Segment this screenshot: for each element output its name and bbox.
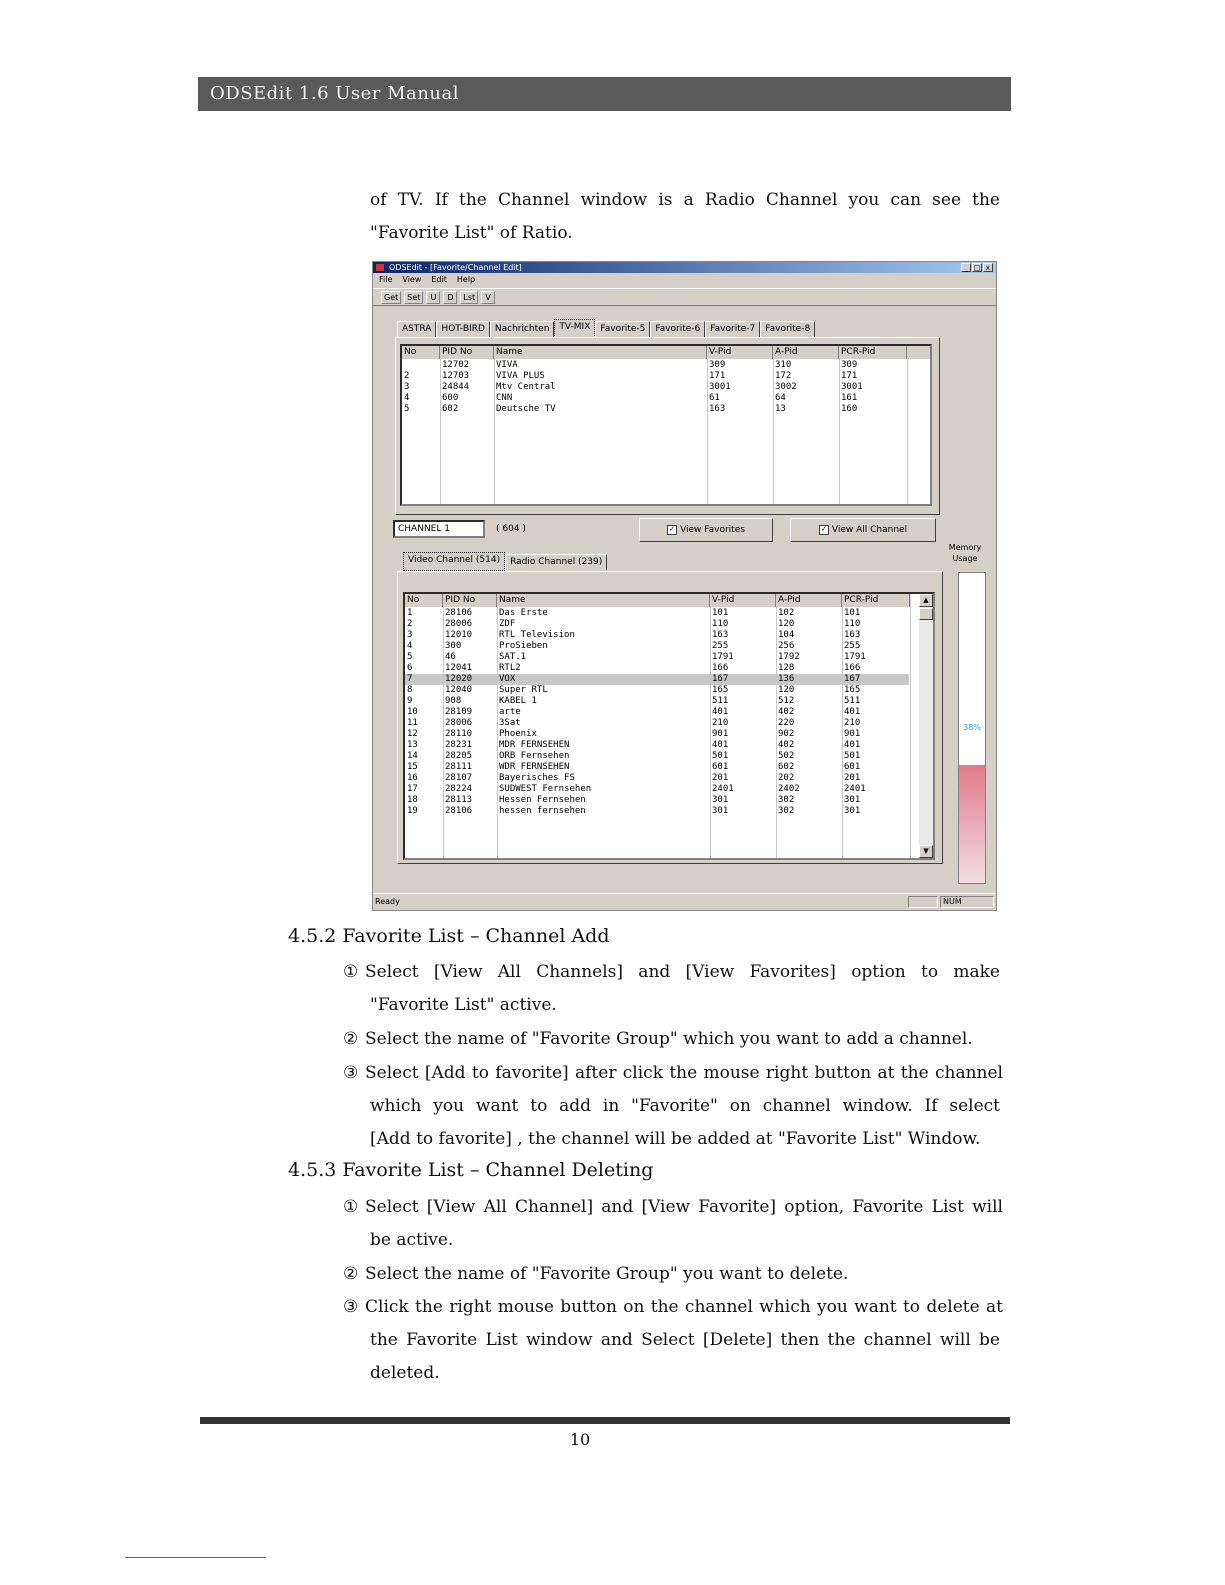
view-favorites-checkbox[interactable] (639, 518, 773, 542)
ch-cell: 120 (778, 619, 795, 629)
view-favorites-check-icon: ✓ (667, 525, 677, 535)
ch-cell: 3 (407, 630, 413, 640)
ch-row[interactable] (405, 751, 909, 762)
fav-cell: 2 (404, 371, 410, 381)
ch-cell: KABEL 1 (499, 696, 537, 706)
ch-row[interactable] (405, 806, 909, 817)
ch-cell: 8 (407, 685, 413, 695)
fav-cell: 161 (841, 393, 858, 403)
ch-cell: 28109 (445, 707, 473, 717)
memory-usage-label: Memory Usage (948, 543, 982, 563)
ch-cell: 17 (407, 784, 418, 794)
s452-item-3-num: ③ (343, 1063, 359, 1083)
fav-cell: Deutsche TV (496, 404, 556, 414)
ch-cell: 908 (445, 696, 462, 706)
ch-cell: 302 (778, 806, 795, 816)
ch-cell: 110 (712, 619, 729, 629)
ch-cell: ORB Fernsehen (499, 751, 570, 761)
fav-col-name[interactable]: Name (494, 346, 707, 359)
ch-cell: 401 (844, 707, 861, 717)
tab-video-channel[interactable]: Video Channel (514) (403, 552, 505, 571)
ch-cell: 501 (844, 751, 861, 761)
ch-cell: 255 (844, 641, 861, 651)
ch-cell: 128 (778, 663, 795, 673)
s453-item-2-line-1 (343, 1258, 1003, 1291)
ch-cell: 28106 (445, 608, 473, 618)
ch-cell: 401 (712, 707, 729, 717)
ch-cell: 15 (407, 762, 418, 772)
s453-item-3-line-2: the Favorite List window and Select [Delete] then the channel will be (370, 1330, 1000, 1350)
ch-row[interactable] (405, 718, 909, 729)
status-bar (373, 893, 996, 910)
ch-cell: Phoenix (499, 729, 537, 739)
fav-col-apid[interactable]: A-Pid (773, 346, 839, 359)
memory-usage-gauge (958, 572, 986, 884)
ch-cell: 301 (712, 795, 729, 805)
fav-cell: 171 (709, 371, 726, 381)
s452-item-2-line-1 (343, 1023, 1003, 1056)
ch-cell: 512 (778, 696, 795, 706)
ch-cell: 101 (844, 608, 861, 618)
bottom-link-line (125, 1557, 266, 1558)
ch-cell: 28107 (445, 773, 473, 783)
ch-cell: 210 (712, 718, 729, 728)
fav-row[interactable] (402, 393, 930, 404)
ch-row[interactable] (405, 630, 909, 641)
ch-cell: 12 (407, 729, 418, 739)
menu-help[interactable]: Help (456, 275, 476, 284)
ch-col-pid[interactable]: PID No (443, 594, 497, 607)
s452-item-3-text: Select [Add to favorite] after click the mouse right button at the channel (365, 1063, 1003, 1083)
ch-cell: 101 (712, 608, 729, 618)
fav-cell: VIVA (496, 360, 518, 370)
fav-row[interactable] (402, 382, 930, 393)
ch-cell: 502 (778, 751, 795, 761)
ch-cell: 46 (445, 652, 456, 662)
view-all-channel-check-icon: ✓ (819, 525, 829, 535)
fav-cell: Mtv Central (496, 382, 556, 392)
menu-view[interactable]: View (402, 275, 422, 284)
ch-cell: Hessen Fernsehen (499, 795, 586, 805)
ch-cell: Bayerisches FS (499, 773, 575, 783)
tab-favorite-tvmix[interactable]: TV-MIX (554, 319, 595, 338)
section-453-title: 4.5.3 Favorite List – Channel Deleting (288, 1159, 654, 1181)
s452-item-1-text: Select [View All Channels] and [View Favorites] option to make (365, 962, 1000, 982)
ch-cell: arte (499, 707, 521, 717)
ch-cell: ZDF (499, 619, 516, 629)
ch-cell: 28224 (445, 784, 473, 794)
toolbar-up-button[interactable]: U (426, 291, 440, 304)
ch-cell: 210 (844, 718, 861, 728)
fav-cell: 3001 (841, 382, 863, 392)
ch-cell: 167 (712, 674, 729, 684)
ch-cell: 28111 (445, 762, 473, 772)
fav-row[interactable] (402, 404, 930, 415)
footer-rule (200, 1417, 1010, 1424)
channel-list[interactable] (403, 592, 935, 860)
ch-cell: 202 (778, 773, 795, 783)
favorite-list[interactable] (400, 344, 932, 506)
fav-row[interactable] (402, 360, 930, 371)
fav-cell: VIVA PLUS (496, 371, 545, 381)
fav-cell: 163 (709, 404, 726, 414)
fav-cell: 602 (442, 404, 459, 414)
ch-row[interactable] (405, 740, 909, 751)
tab-favorite-7[interactable]: Favorite-7 (705, 321, 760, 337)
ch-cell: 11 (407, 718, 418, 728)
ch-cell: 1791 (712, 652, 734, 662)
tab-favorite-5[interactable]: Favorite-5 (595, 321, 650, 337)
status-panel-empty (908, 896, 938, 908)
ch-cell: 18 (407, 795, 418, 805)
favorite-list-header (402, 346, 930, 359)
ch-cell: ProSieben (499, 641, 548, 651)
ch-cell: 110 (844, 619, 861, 629)
fav-cell: 4 (404, 393, 410, 403)
ch-cell: 28106 (445, 806, 473, 816)
scroll-thumb[interactable] (919, 608, 933, 620)
ch-cell: RTL2 (499, 663, 521, 673)
ch-cell: 1791 (844, 652, 866, 662)
menu-file[interactable]: File (379, 275, 393, 284)
ch-cell: 120 (778, 685, 795, 695)
maximize-button[interactable]: □ (973, 264, 981, 272)
ch-cell: 19 (407, 806, 418, 816)
ch-cell: VOX (499, 674, 516, 684)
favorite-group-tabs (397, 321, 815, 337)
ch-cell: 16 (407, 773, 418, 783)
fav-cell: 160 (841, 404, 858, 414)
view-all-channel-label: View All Channel (831, 525, 908, 535)
ch-cell: 401 (712, 740, 729, 750)
ch-cell: 165 (712, 685, 729, 695)
ch-cell: 601 (712, 762, 729, 772)
manual-title: ODSEdit 1.6 User Manual (210, 83, 459, 104)
ch-cell: 256 (778, 641, 795, 651)
s453-item-1-line-1 (343, 1191, 1003, 1224)
ch-cell: 501 (712, 751, 729, 761)
ch-cell: 301 (712, 806, 729, 816)
ch-cell: 12041 (445, 663, 473, 673)
tab-favorite-astra[interactable]: ASTRA (397, 321, 436, 337)
fav-cell: 600 (442, 393, 459, 403)
ch-cell: 902 (778, 729, 795, 739)
ch-cell: 12040 (445, 685, 473, 695)
s453-item-3-text: Click the right mouse button on the channel which you want to delete at (365, 1297, 1003, 1317)
s452-item-1-num: ① (343, 962, 359, 982)
ch-cell: Das Erste (499, 608, 548, 618)
app-title: ODSEdit - [Favorite/Channel Edit] (389, 263, 522, 272)
s453-item-3-line-3: deleted. (370, 1363, 440, 1383)
tab-favorite-hotbird[interactable]: HOT-BIRD (436, 321, 489, 337)
ch-cell: 3Sat (499, 718, 521, 728)
ch-cell: RTL Television (499, 630, 575, 640)
ch-cell: MDR FERNSEHEN (499, 740, 570, 750)
s453-item-3-num: ③ (343, 1297, 359, 1317)
ch-cell: 14 (407, 751, 418, 761)
ch-cell: SAT.1 (499, 652, 527, 662)
ch-col-vpid[interactable]: V-Pid (710, 594, 776, 607)
view-favorites-label: View Favorites (680, 525, 745, 535)
fav-col-vpid[interactable]: V-Pid (707, 346, 773, 359)
app-window-screenshot (372, 261, 997, 911)
ch-cell: 901 (712, 729, 729, 739)
fav-cell: 310 (775, 360, 792, 370)
toolbar-get-button[interactable]: Get (381, 291, 401, 304)
fav-cell: 3 (404, 382, 410, 392)
ch-cell: 13 (407, 740, 418, 750)
fav-cell: 172 (775, 371, 792, 381)
ch-cell: 2402 (778, 784, 800, 794)
ch-col-apid[interactable]: A-Pid (776, 594, 842, 607)
memory-usage-percent: 38% (963, 723, 981, 732)
s452-item-3-line-3: [Add to favorite] , the channel will be added at "Favorite List" Window. (370, 1129, 981, 1149)
ch-cell: 163 (844, 630, 861, 640)
tab-favorite-8[interactable]: Favorite-8 (760, 321, 815, 337)
ch-cell: 402 (778, 707, 795, 717)
ch-row[interactable] (405, 619, 909, 630)
s452-item-1-line-2: "Favorite List" active. (370, 995, 557, 1015)
s453-item-2-num: ② (343, 1264, 359, 1284)
ch-cell: 12010 (445, 630, 473, 640)
fav-cell: 3002 (775, 382, 797, 392)
ch-cell: 166 (844, 663, 861, 673)
fav-cell: 309 (709, 360, 726, 370)
s453-item-3-line-1 (343, 1291, 1003, 1324)
toolbar (373, 288, 996, 306)
scroll-up-icon[interactable]: ▲ (919, 594, 933, 607)
ch-cell: 2401 (712, 784, 734, 794)
ch-cell: 104 (778, 630, 795, 640)
ch-row[interactable] (405, 641, 909, 652)
ch-cell: 220 (778, 718, 795, 728)
ch-cell: 511 (712, 696, 729, 706)
channel-list-header (405, 594, 909, 607)
toolbar-view-button[interactable]: V (481, 291, 495, 304)
ch-cell: 402 (778, 740, 795, 750)
ch-cell: 2401 (844, 784, 866, 794)
s453-item-1-line-2: be active. (370, 1230, 454, 1250)
channel-type-tabs (403, 554, 607, 570)
ch-cell: 165 (844, 685, 861, 695)
intro-line-2: "Favorite List" of Ratio. (370, 223, 573, 243)
toolbar-list-button[interactable]: Lst (460, 291, 478, 304)
status-text: Ready (375, 897, 400, 906)
s453-item-1-text: Select [View All Channel] and [View Favorite] option, Favorite List will (365, 1197, 1003, 1217)
ch-cell: 28006 (445, 619, 473, 629)
close-button[interactable]: x (983, 263, 993, 272)
menu-bar (373, 274, 997, 286)
ch-cell: 201 (844, 773, 861, 783)
app-title-bar (373, 262, 996, 273)
channel-selector[interactable]: CHANNEL 1 (393, 520, 485, 538)
ch-cell: 28110 (445, 729, 473, 739)
s452-item-2-text: Select the name of "Favorite Group" which you want to add a channel. (365, 1029, 973, 1049)
ch-row[interactable] (405, 685, 909, 696)
app-icon (376, 264, 384, 271)
intro-line-1: of TV. If the Channel window is a Radio Channel you can see the (370, 190, 1000, 210)
ch-cell: 901 (844, 729, 861, 739)
ch-cell: 1 (407, 608, 413, 618)
fav-cell: 61 (709, 393, 720, 403)
fav-row[interactable] (402, 371, 930, 382)
tab-favorite-6[interactable]: Favorite-6 (650, 321, 705, 337)
fav-col-pcrpid[interactable]: PCR-Pid (839, 346, 907, 359)
ch-cell: 166 (712, 663, 729, 673)
ch-row[interactable] (405, 762, 909, 773)
ch-cell: 5 (407, 652, 413, 662)
tab-radio-channel[interactable]: Radio Channel (239) (505, 554, 607, 570)
channel-count: ( 604 ) (496, 524, 526, 534)
ch-row[interactable] (405, 696, 909, 707)
ch-cell: 28231 (445, 740, 473, 750)
s452-item-3-line-1 (343, 1057, 1003, 1090)
fav-cell: 171 (841, 371, 858, 381)
minimize-button[interactable]: _ (961, 263, 971, 272)
ch-cell: 401 (844, 740, 861, 750)
ch-cell: 300 (445, 641, 462, 651)
ch-cell: 136 (778, 674, 795, 684)
tab-favorite-nachrichten[interactable]: Nachrichten (490, 321, 555, 337)
fav-cell: 5 (404, 404, 410, 414)
ch-row[interactable] (405, 608, 909, 619)
ch-cell: 10 (407, 707, 418, 717)
ch-cell: 12020 (445, 674, 473, 684)
ch-row[interactable] (405, 663, 909, 674)
fav-cell: 12702 (442, 360, 470, 370)
channel-list-scrollbar[interactable] (919, 594, 933, 858)
ch-row[interactable] (405, 729, 909, 740)
ch-row[interactable] (405, 674, 909, 685)
status-num: NUM (940, 896, 994, 908)
ch-cell: 301 (844, 795, 861, 805)
ch-cell: 28006 (445, 718, 473, 728)
ch-cell: 28113 (445, 795, 473, 805)
ch-cell: 511 (844, 696, 861, 706)
ch-cell: 6 (407, 663, 413, 673)
ch-col-name[interactable]: Name (497, 594, 710, 607)
fav-cell: 3001 (709, 382, 731, 392)
ch-cell: 7 (407, 674, 413, 684)
fav-col-pid[interactable]: PID No (440, 346, 494, 359)
ch-row[interactable] (405, 707, 909, 718)
manual-header-bar (198, 77, 1011, 111)
fav-cell: CNN (496, 393, 513, 403)
ch-cell: WDR FERNSEHEN (499, 762, 570, 772)
s452-item-1-line-1 (343, 956, 1000, 989)
fav-cell: 13 (775, 404, 786, 414)
fav-cell: 12703 (442, 371, 470, 381)
ch-cell: 163 (712, 630, 729, 640)
ch-cell: SÜDWEST Fernsehen (499, 784, 592, 794)
s452-item-3-line-2: which you want to add in "Favorite" on channel window. If select (370, 1096, 1000, 1116)
ch-cell: 1792 (778, 652, 800, 662)
ch-col-pcrpid[interactable]: PCR-Pid (842, 594, 910, 607)
fav-col-no[interactable]: No (402, 346, 440, 359)
s453-item-2-text: Select the name of "Favorite Group" you want to delete. (365, 1264, 849, 1284)
ch-cell: 28205 (445, 751, 473, 761)
scroll-down-icon[interactable]: ▼ (919, 845, 933, 858)
ch-cell: 2 (407, 619, 413, 629)
ch-cell: hessen fernsehen (499, 806, 586, 816)
ch-cell: 601 (844, 762, 861, 772)
ch-cell: 4 (407, 641, 413, 651)
ch-cell: 102 (778, 608, 795, 618)
ch-row[interactable] (405, 795, 909, 806)
ch-cell: 301 (844, 806, 861, 816)
ch-cell: 302 (778, 795, 795, 805)
fav-cell: 64 (775, 393, 786, 403)
ch-cell: Super RTL (499, 685, 548, 695)
section-452-title: 4.5.2 Favorite List – Channel Add (288, 925, 610, 947)
fav-cell: 309 (841, 360, 858, 370)
page-number: 10 (569, 1430, 591, 1449)
ch-cell: 255 (712, 641, 729, 651)
ch-cell: 201 (712, 773, 729, 783)
ch-row[interactable] (405, 652, 909, 663)
s453-item-1-num: ① (343, 1197, 359, 1217)
ch-row[interactable] (405, 784, 909, 795)
toolbar-set-button[interactable]: Set (404, 291, 423, 304)
ch-col-no[interactable]: No (405, 594, 443, 607)
s452-item-2-num: ② (343, 1029, 359, 1049)
fav-cell: 24844 (442, 382, 470, 392)
toolbar-down-button[interactable]: D (443, 291, 457, 304)
ch-cell: 9 (407, 696, 413, 706)
view-all-channel-checkbox[interactable] (790, 518, 936, 542)
memory-usage-fill (959, 765, 985, 883)
menu-edit[interactable]: Edit (431, 275, 447, 284)
ch-cell: 602 (778, 762, 795, 772)
ch-cell: 167 (844, 674, 861, 684)
ch-row[interactable] (405, 773, 909, 784)
